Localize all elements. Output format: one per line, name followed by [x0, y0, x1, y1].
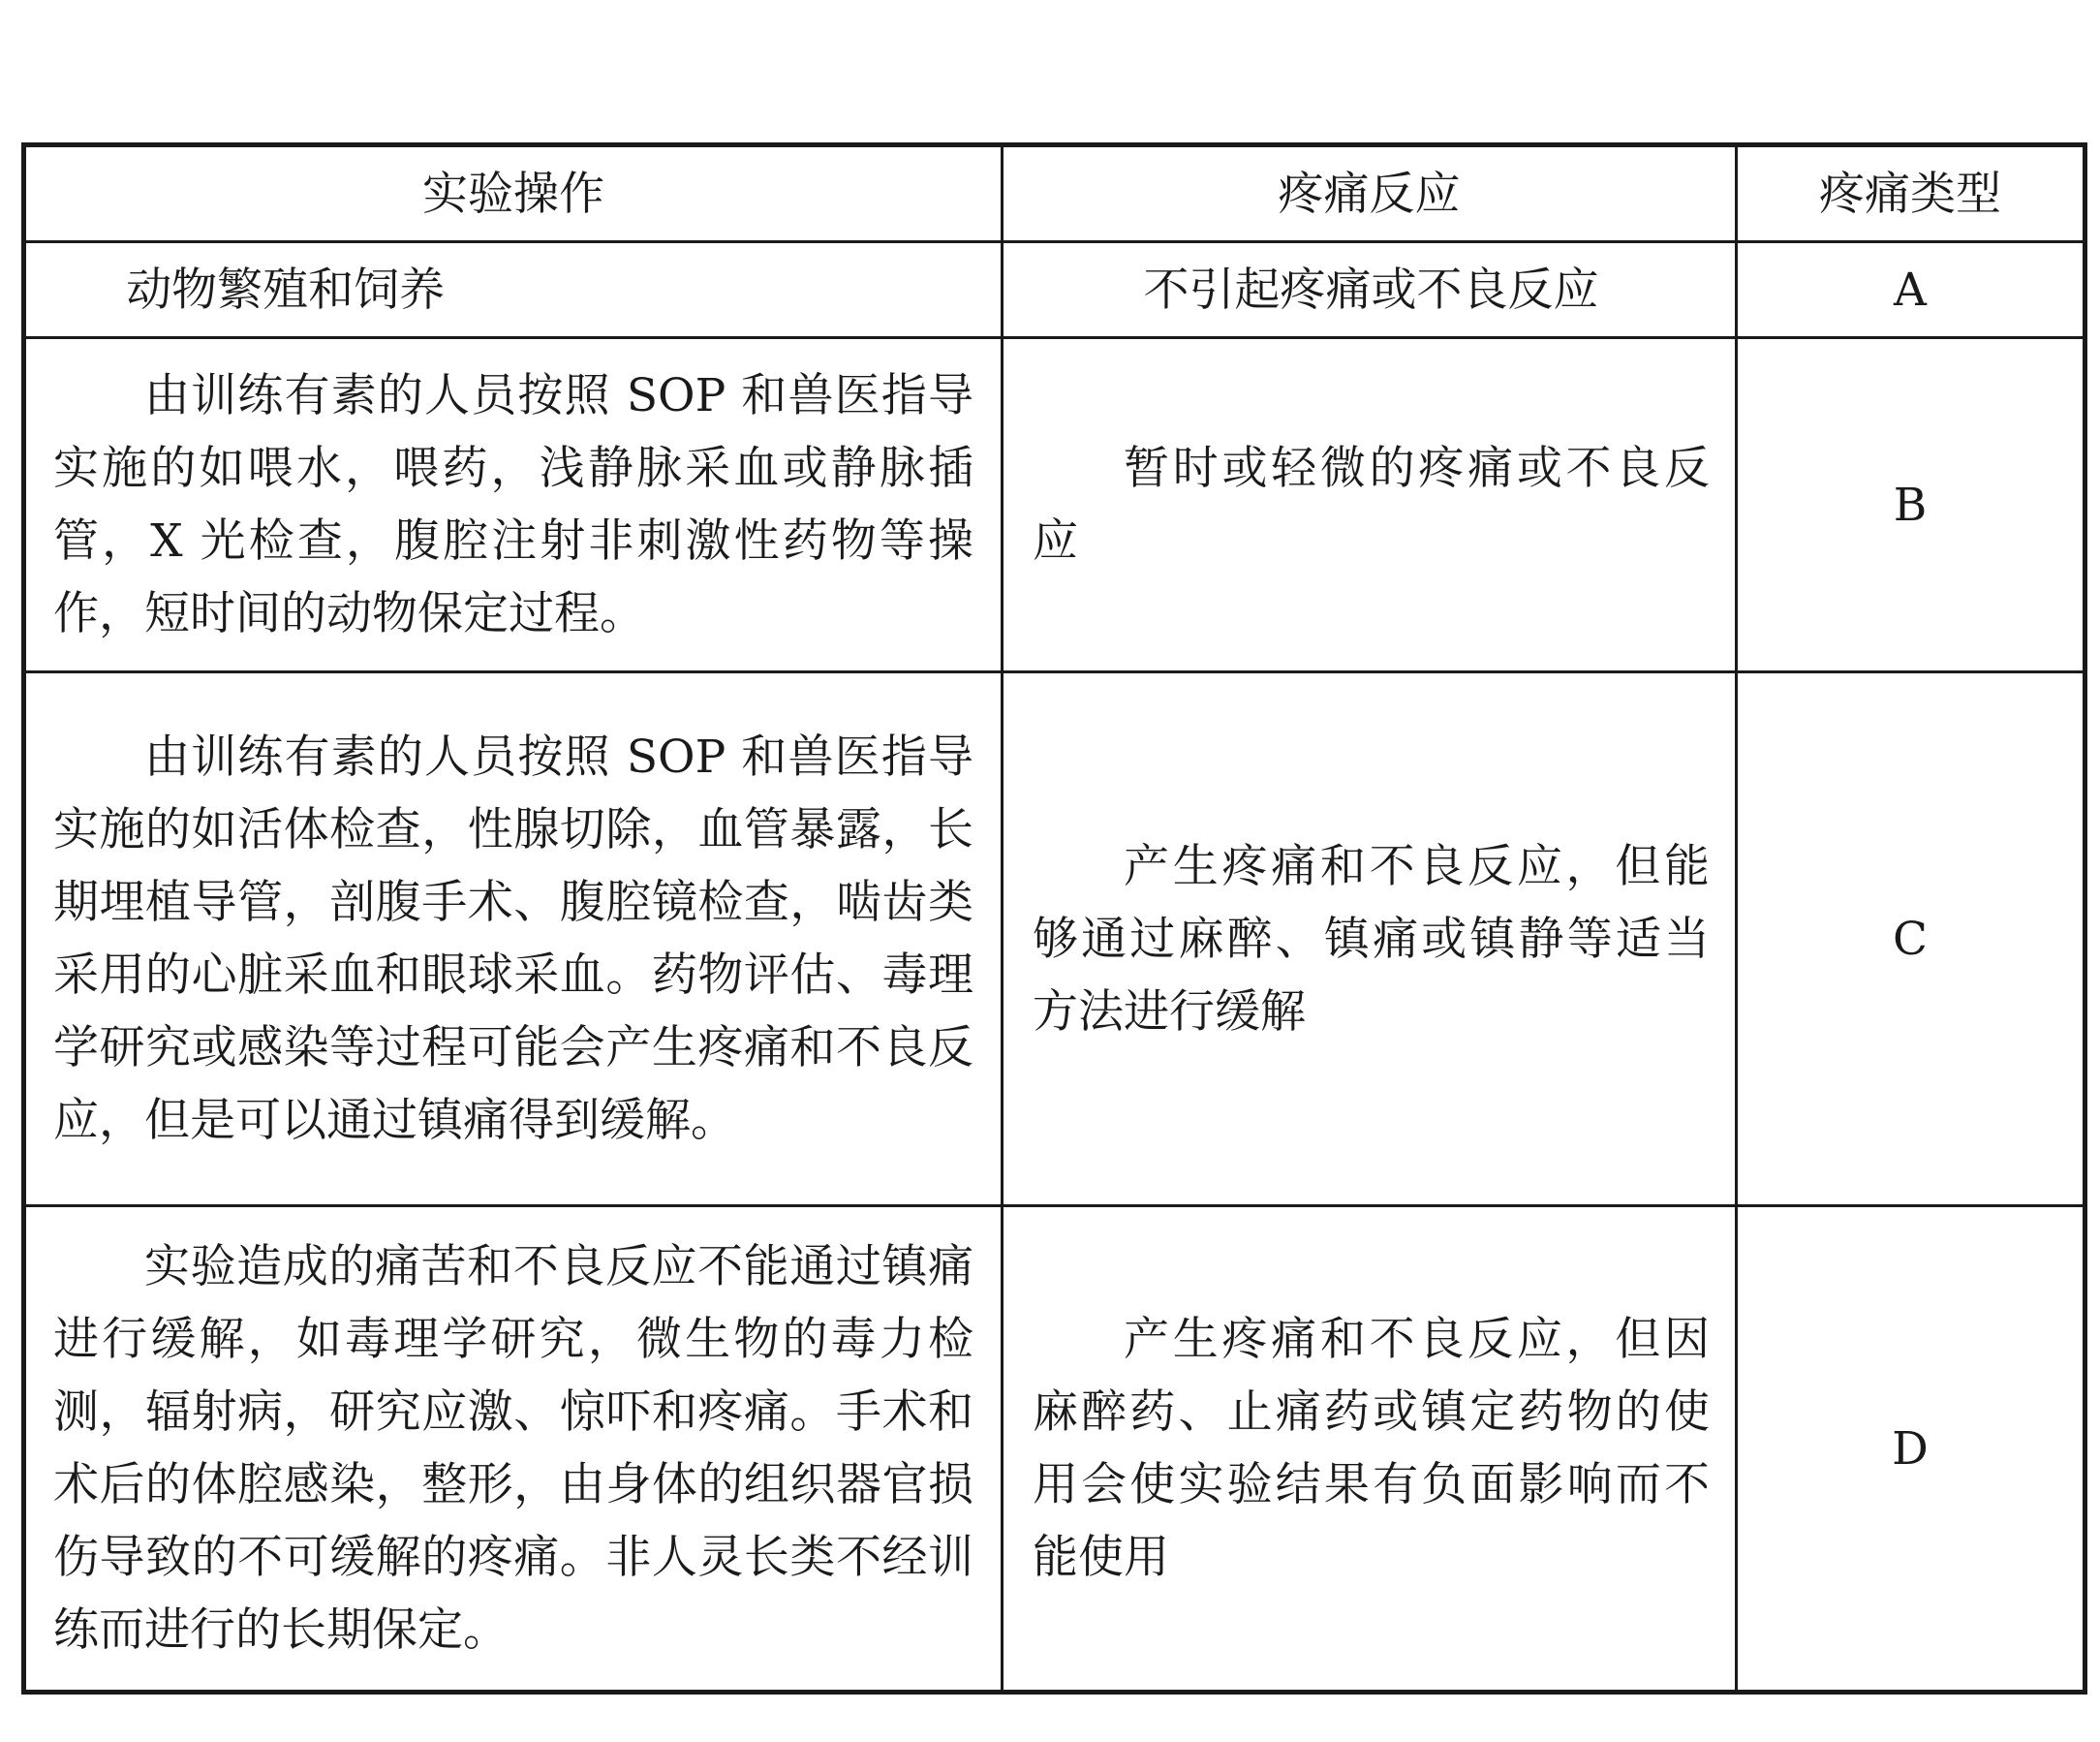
- pain-classification-table: [21, 142, 2087, 1695]
- table-row: [24, 338, 2085, 672]
- response-cell: 产生疼痛和不良反应，但因麻醉药、止痛药或镇定药物的使用会使实验结果有负面影响而不能使用: [1003, 1206, 1737, 1693]
- response-cell: 产生疼痛和不良反应，但能够通过麻醉、镇痛或镇静等适当方法进行缓解: [1003, 672, 1737, 1206]
- type-cell: A: [1737, 242, 2085, 338]
- header-response: 疼痛反应: [1003, 145, 1737, 242]
- operation-cell: 由训练有素的人员按照 SOP 和兽医指导实施的如喂水，喂药，浅静脉采血或静脉插管，X 光检查，腹腔注射非刺激性药物等操作，短时间的动物保定过程。: [24, 338, 1003, 672]
- operation-cell: 动物繁殖和饲养: [24, 242, 1003, 338]
- table-row: [24, 672, 2085, 1206]
- header-row: [24, 145, 2085, 242]
- type-cell: D: [1737, 1206, 2085, 1693]
- response-cell: 暂时或轻微的疼痛或不良反应: [1003, 338, 1737, 672]
- type-cell: C: [1737, 672, 2085, 1206]
- table-row: [24, 1206, 2085, 1693]
- operation-cell: 由训练有素的人员按照 SOP 和兽医指导实施的如活体检查，性腺切除，血管暴露，长期埋植导管，剖腹手术、腹腔镜检查，啮齿类采用的心脏采血和眼球采血。药物评估、毒理学研究或感染等过程可能会产生疼痛和不良反应，但是可以通过镇痛得到缓解。: [24, 672, 1003, 1206]
- operation-cell: 实验造成的痛苦和不良反应不能通过镇痛进行缓解，如毒理学研究，微生物的毒力检测，辐射病，研究应激、惊吓和疼痛。手术和术后的体腔感染，整形，由身体的组织器官损伤导致的不可缓解的疼痛。非人灵长类不经训练而进行的长期保定。: [24, 1206, 1003, 1693]
- type-cell: B: [1737, 338, 2085, 672]
- response-cell: 不引起疼痛或不良反应: [1003, 242, 1737, 338]
- table-row: [24, 242, 2085, 338]
- header-operation: 实验操作: [24, 145, 1003, 242]
- header-type: 疼痛类型: [1737, 145, 2085, 242]
